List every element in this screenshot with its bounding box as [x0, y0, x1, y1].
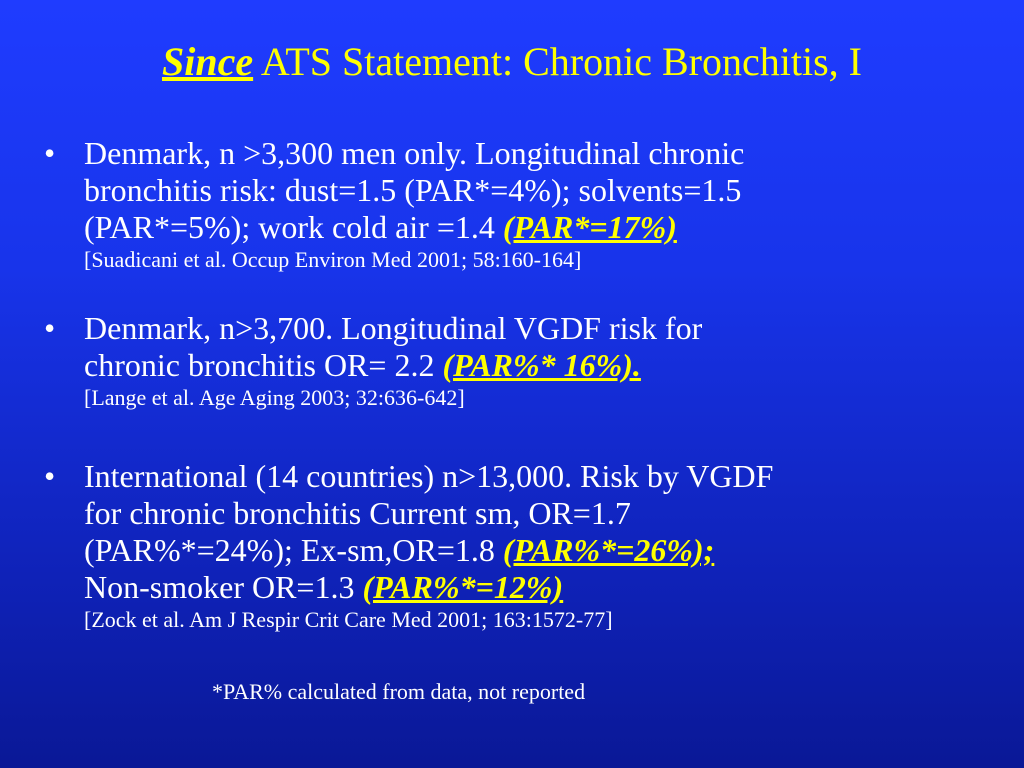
bullet-marker: •: [44, 310, 56, 346]
bullet-line: [84, 532, 984, 569]
bullet-international: [44, 458, 984, 634]
par-highlight: (PAR*=17%): [502, 209, 677, 245]
par-highlight: (PAR%* 16%).: [442, 347, 641, 383]
bullet-line: Denmark, n>3,700. Longitudinal VGDF risk for: [84, 310, 703, 346]
citation: [Zock et al. Am J Respir Crit Care Med 2001; 163:1572-77]: [84, 607, 613, 632]
bullet-line-text: (PAR%*=24%); Ex-sm,OR=1.8: [84, 532, 503, 568]
bullet-line: for chronic bronchitis Current sm, OR=1.7: [84, 495, 631, 531]
bullet-line: International (14 countries) n>13,000. Risk by VGDF: [84, 458, 774, 494]
bullet-line-text: Non-smoker OR=1.3: [84, 569, 363, 605]
bullet-line: [84, 209, 984, 246]
bullet-denmark-vgdf: [44, 310, 984, 412]
bullet-line: Denmark, n >3,300 men only. Longitudinal chronic: [84, 135, 745, 171]
bullet-line: bronchitis risk: dust=1.5 (PAR*=4%); solvents=1.5: [84, 172, 742, 208]
citation: [Lange et al. Age Aging 2003; 32:636-642]: [84, 385, 465, 410]
bullet-line: [84, 569, 984, 606]
title-emphasis: Since: [162, 39, 254, 84]
par-highlight: (PAR%*=26%);: [502, 532, 715, 568]
bullet-line-text: chronic bronchitis OR= 2.2: [84, 347, 443, 383]
bullet-marker: •: [44, 135, 56, 171]
bullet-marker: •: [44, 458, 56, 494]
bullet-line-text: (PAR*=5%); work cold air =1.4: [84, 209, 503, 245]
footnote: *PAR% calculated from data, not reported: [212, 679, 586, 704]
par-highlight: (PAR%*=12%): [362, 569, 564, 605]
bullet-line: [84, 347, 984, 384]
slide-title: [0, 38, 1024, 86]
bullet-denmark-men: [44, 135, 984, 274]
title-text: ATS Statement: Chronic Bronchitis, I: [253, 39, 862, 84]
citation: [Suadicani et al. Occup Environ Med 2001; 58:160-164]: [84, 247, 582, 272]
